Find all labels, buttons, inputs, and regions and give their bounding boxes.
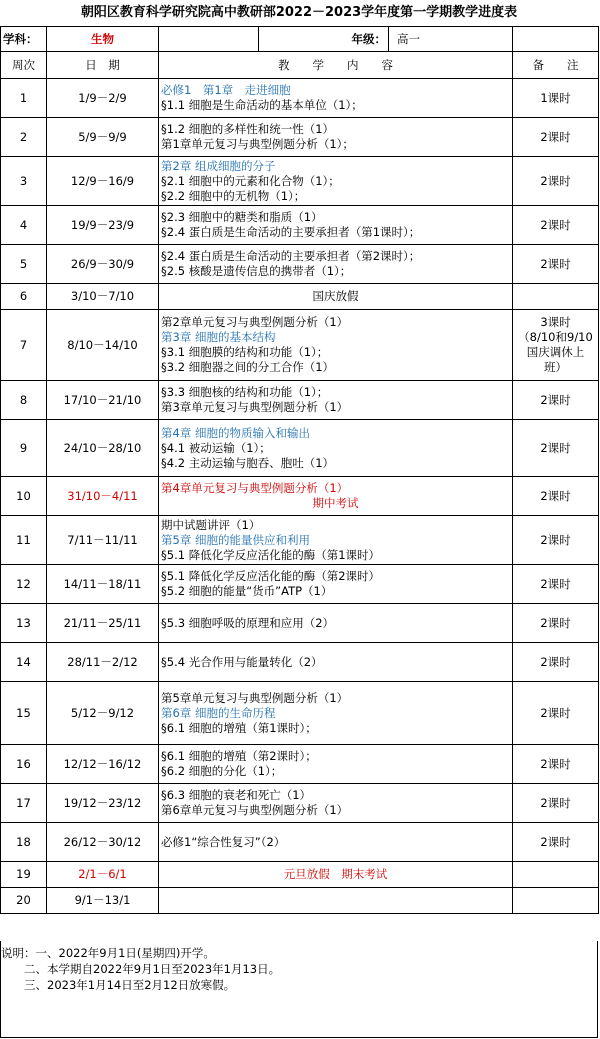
content-line: §3.2 细胞器之间的分工合作（1） [161,360,335,374]
remark-cell [513,477,599,516]
meta-blank-cell [513,27,599,52]
remark-cell [513,79,599,118]
content-line: 国庆放假 [312,289,359,303]
week-cell: 5 [1,245,47,284]
content-cell [159,118,513,157]
remark-line: 2课时 [540,834,571,849]
grade-value: 高一 [389,27,513,52]
remark-line: 2课时 [540,576,571,591]
content-cell [159,420,513,477]
content-line: §2.3 细胞中的糖类和脂质（1） [161,210,323,224]
date-cell: 19/12－23/12 [47,784,159,823]
content-line: §2.4 蛋白质是生命活动的主要承担者（第2课时）； [161,249,421,263]
content-cell [159,745,513,784]
week-cell: 6 [1,284,47,310]
date-cell: 12/12－16/12 [47,745,159,784]
remark-cell [513,206,599,245]
remark-cell [513,310,599,381]
content-line: §1.2 细胞的多样性和统一性（1） [161,122,335,136]
remark-cell [513,565,599,604]
content-line: §3.3 细胞核的结构和功能（1）； [161,385,329,399]
content-line: 第6章 细胞的生命历程 [161,705,276,720]
week-cell: 13 [1,604,47,643]
content-line: §4.2 主动运输与胞吞、胞吐（1） [161,455,335,470]
remark-cell [513,420,599,477]
date-cell: 12/9－16/9 [47,157,159,206]
date-cell: 8/10－14/10 [47,310,159,381]
content-line: §4.1 被动运输（1）； [161,440,271,455]
content-cell [159,310,513,381]
remark-cell [513,118,599,157]
content-line: §1.1 细胞是生命活动的基本单位（1）； [161,98,363,112]
table-row [1,206,599,245]
header-date: 日 期 [47,52,159,79]
content-line: 第1章单元复习与典型例题分析（1）； [161,137,354,151]
remark-line: 班） [544,360,567,374]
date-cell: 5/12－9/12 [47,682,159,745]
table-row [1,565,599,604]
week-cell: 11 [1,516,47,565]
content-line: 第2章单元复习与典型例题分析（1） [161,315,349,329]
date-cell: 26/12－30/12 [47,823,159,862]
content-cell [159,157,513,206]
remark-line: 3课时 [540,315,571,329]
date-cell: 5/9－9/9 [47,118,159,157]
content-line: §6.3 细胞的衰老和死亡（1） [161,788,312,802]
remark-line: 2课时 [540,615,571,630]
content-cell [159,477,513,516]
content-line: §5.2 细胞的能量“货币”ATP（1） [161,584,333,598]
remark-line: 2课时 [540,440,571,455]
remark-line: 2课时 [540,654,571,669]
date-cell: 24/10－28/10 [47,420,159,477]
week-cell: 4 [1,206,47,245]
remark-cell [513,604,599,643]
grade-label: 年级： [259,27,389,52]
content-line: 第3章单元复习与典型例题分析（1） [161,400,349,414]
date-cell: 1/9－2/9 [47,79,159,118]
content-cell [159,784,513,823]
content-line: 期中试题讲评（1） [161,517,261,532]
content-line: 第6章单元复习与典型例题分析（1） [161,803,349,817]
remark-cell [513,745,599,784]
note-line: 说明：一、2022年9月1日(星期四)开学。 [1,946,215,960]
content-line: 第5章 细胞的能量供应和利用 [161,532,310,547]
subject-label: 学科： [1,27,47,52]
content-line: §2.1 细胞中的元素和化合物（1）； [161,173,340,188]
meta-row [1,27,599,52]
table-row [1,477,599,516]
header-row [1,52,599,79]
table-row [1,284,599,310]
week-cell: 8 [1,381,47,420]
content-line: §2.4 蛋白质是生命活动的主要承担者（第1课时）； [161,225,421,239]
remark-line: 2课时 [540,532,571,547]
content-line: §5.3 细胞呼吸的原理和应用（2） [161,615,335,630]
page-title: 朝阳区教育科学研究院高中教研部2022－2023学年度第一学期教学进度表 [80,5,518,20]
date-cell: 7/11－11/11 [47,516,159,565]
date-cell: 14/11－18/11 [47,565,159,604]
notes-section [0,941,598,1038]
week-cell: 19 [1,862,47,888]
table-row [1,643,599,682]
content-line: §5.1 降低化学反应活化能的酶（第1课时） [161,547,381,562]
content-line: §6.2 细胞的分化（1）； [161,764,283,778]
week-cell: 15 [1,682,47,745]
remark-line: 2课时 [540,256,571,271]
content-line: §5.1 降低化学反应活化能的酶（第2课时） [161,569,381,583]
table-row [1,682,599,745]
remark-cell [513,888,599,914]
content-line: §6.1 细胞的增殖（第1课时）； [161,720,317,735]
date-cell: 3/10－7/10 [47,284,159,310]
remark-cell [513,284,599,310]
week-cell: 2 [1,118,47,157]
week-cell: 7 [1,310,47,381]
week-cell: 16 [1,745,47,784]
remark-cell [513,862,599,888]
week-cell: 14 [1,643,47,682]
week-cell: 1 [1,79,47,118]
remark-line: 2课时 [540,173,571,188]
remark-line: 2课时 [540,795,571,810]
content-line: 第4章 细胞的物质输入和输出 [161,425,310,440]
content-cell [159,245,513,284]
remark-cell [513,784,599,823]
content-line: 第4章单元复习与典型例题分析（1） [161,481,349,495]
table-row [1,118,599,157]
content-cell [159,79,513,118]
remark-line: 2课时 [540,217,571,232]
remark-cell [513,381,599,420]
date-cell: 21/11－25/11 [47,604,159,643]
week-cell: 10 [1,477,47,516]
table-row [1,888,599,914]
content-line: 必修1“综合性复习”（2） [161,834,286,849]
content-line: 第5章单元复习与典型例题分析（1） [161,690,349,705]
content-line: §2.2 细胞中的无机物（1）； [161,188,306,203]
date-cell: 26/9－30/9 [47,245,159,284]
date-cell: 28/11－2/12 [47,643,159,682]
date-cell: 2/1－6/1 [47,862,159,888]
subject-value: 生物 [47,27,159,52]
table-row [1,604,599,643]
remark-cell [513,823,599,862]
table-row [1,823,599,862]
remark-cell [513,643,599,682]
content-line: 必修1 第1章 走进细胞 [161,83,291,97]
content-cell [159,682,513,745]
table-row [1,516,599,565]
table-row [1,745,599,784]
table-row [1,784,599,823]
content-cell [159,516,513,565]
remark-cell [513,682,599,745]
remark-line: （8/10和9/10 [518,330,593,344]
remark-cell [513,516,599,565]
remark-line: 1课时 [540,90,571,105]
content-line: §5.4 光合作用与能量转化（2） [161,654,323,669]
content-cell [159,604,513,643]
remark-line: 国庆调休上 [526,345,585,359]
week-cell: 17 [1,784,47,823]
remark-line: 2课时 [540,705,571,720]
week-cell: 3 [1,157,47,206]
date-cell: 31/10－4/11 [47,477,159,516]
header-remark: 备 注 [513,52,599,79]
remark-cell [513,245,599,284]
week-cell: 9 [1,420,47,477]
content-line: 第3章 细胞的基本结构 [161,330,276,344]
remark-line: 2课时 [540,392,571,407]
week-cell: 20 [1,888,47,914]
content-cell [159,206,513,245]
content-cell [159,643,513,682]
content-line: §6.1 细胞的增殖（第2课时）； [161,749,317,763]
week-cell: 18 [1,823,47,862]
content-cell [159,823,513,862]
header-week: 周次 [1,52,47,79]
note-line: 二、本学期自2022年9月1日至2023年1月13日。 [1,962,281,976]
remark-line: 2课时 [540,756,571,771]
remark-cell [513,157,599,206]
content-line: 元旦放假 期末考试 [283,867,388,881]
table-row [1,79,599,118]
content-line: §2.5 核酸是遗传信息的携带者（1）； [161,264,352,278]
schedule-table [0,26,599,914]
content-cell [159,565,513,604]
content-cell [159,284,513,310]
table-row [1,245,599,284]
remark-line: 2课时 [540,129,571,144]
content-line: §3.1 细胞膜的结构和功能（1）； [161,345,329,359]
remark-line: 2课时 [540,488,571,503]
content-cell [159,381,513,420]
content-cell [159,888,513,914]
table-row [1,310,599,381]
content-cell [159,862,513,888]
content-line: 第2章 组成细胞的分子 [161,158,276,173]
table-row [1,862,599,888]
date-cell: 9/1－13/1 [47,888,159,914]
table-row [1,381,599,420]
date-cell: 19/9－23/9 [47,206,159,245]
content-line: 期中考试 [312,496,359,510]
header-content: 教 学 内 容 [159,52,513,79]
meta-blank-cell [159,27,259,52]
week-cell: 12 [1,565,47,604]
note-line: 三、2023年1月14日至2月12日放寒假。 [1,978,236,992]
table-row [1,157,599,206]
date-cell: 17/10－21/10 [47,381,159,420]
table-row [1,420,599,477]
